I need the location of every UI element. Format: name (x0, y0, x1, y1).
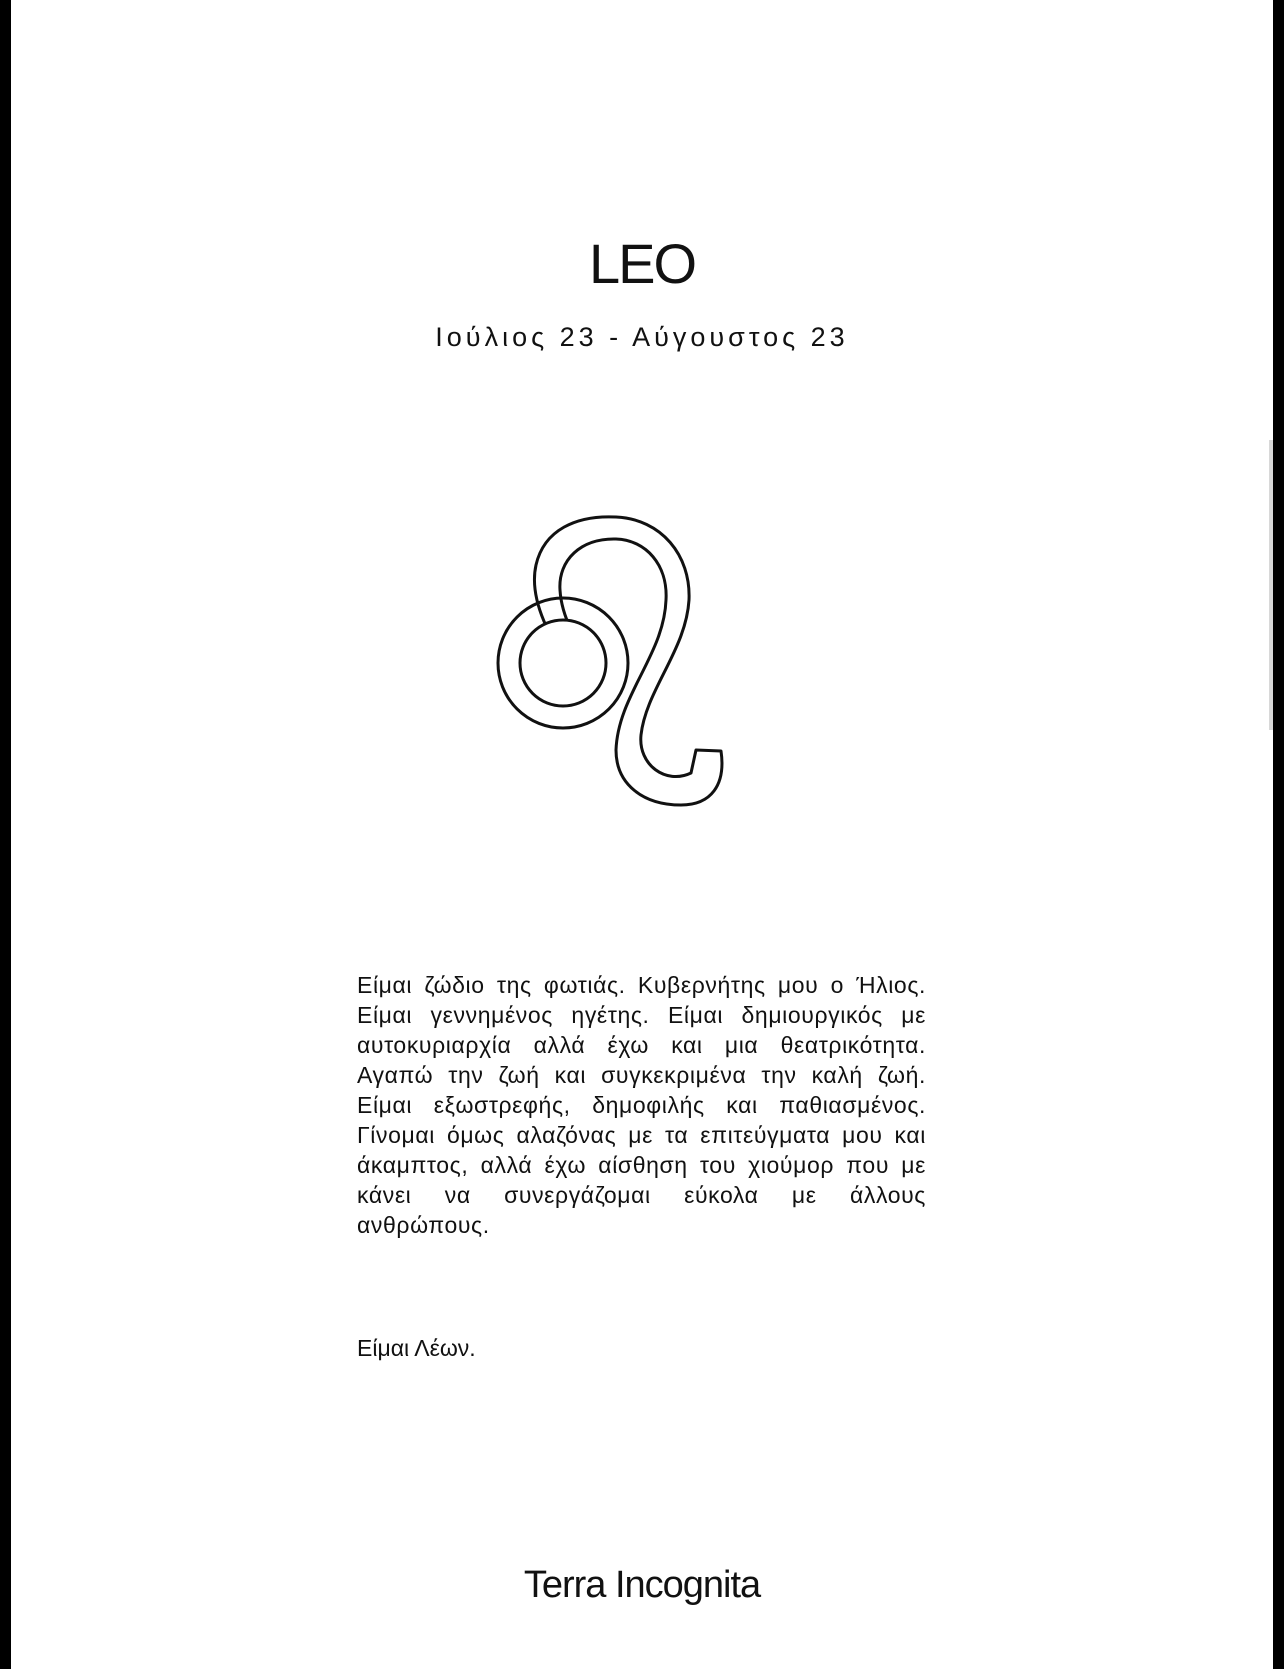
leo-zodiac-icon (486, 505, 776, 810)
signoff-text: Είμαι Λέων. (357, 1335, 476, 1361)
page-edge-shadow (1269, 440, 1273, 730)
date-range: Ιούλιος 23 - Αύγουστος 23 (435, 322, 849, 352)
brand-wordmark: Terra Incognita (523, 1564, 761, 1606)
page-title: LEO (588, 232, 696, 295)
description-paragraph: Είμαι ζώδιο της φωτιάς. Κυβερνήτης μου ο Ήλιος. Είμαι γεννημένος ηγέτης. Είμαι δημιουργικός με αυτοκυριαρχία αλλά έχω και μια θεατρικότητα. Αγαπώ την ζωή και συγκεκριμένα την καλή ζωή. Είμαι εξωστρεφής, δημοφιλής και παθιασμένος. Γίνομαι όμως αλαζόνας με τα επιτεύγματα μου και άκαμπτος, αλλά έχω αίσθηση του χιούμορ που με κάνει να συνεργάζομαι εύκολα με άλλους ανθρώπους. (357, 972, 926, 1238)
document-page (11, 0, 1273, 1669)
